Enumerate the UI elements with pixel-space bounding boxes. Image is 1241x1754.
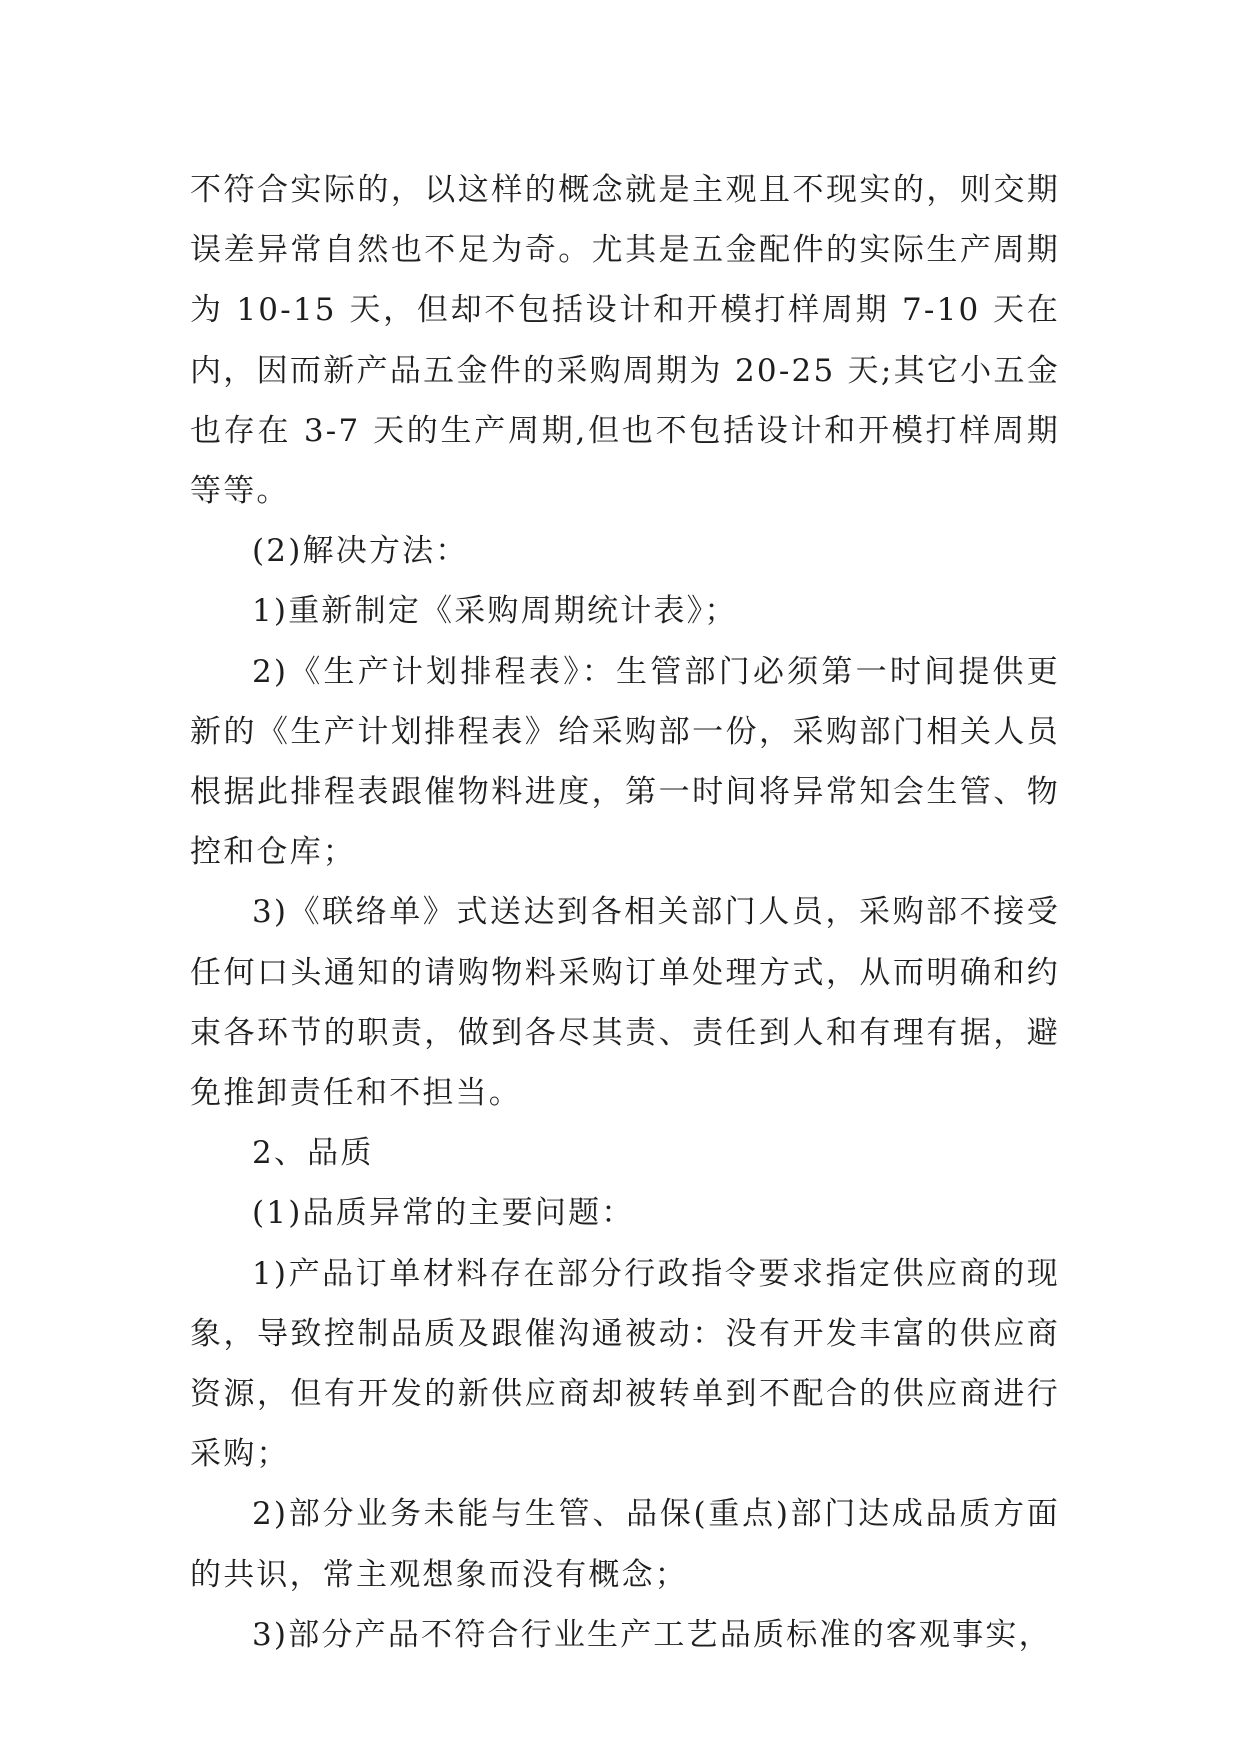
paragraph-solution-2: 2)《生产计划排程表》：生管部门必须第一时间提供更新的《生产计划排程表》给采购部一份，采购部门相关人员根据此排程表跟催物料进度，第一时间将异常知会生管、物控和仓库； <box>190 653 1060 871</box>
document-body <box>190 160 1060 1665</box>
paragraph-solution-1: 1)重新制定《采购周期统计表》； <box>252 593 738 630</box>
paragraph-quality-issue-2: 2)部分业务未能与生管、品保(重点)部门达成品质方面的共识，常主观想象而没有概念； <box>190 1496 1060 1593</box>
section-heading-quality: 2、品质 <box>252 1135 374 1172</box>
paragraph-quality-issues-heading: (1)品质异常的主要问题： <box>252 1195 635 1232</box>
paragraph-solution-3: 3)《联络单》式送达到各相关部门人员，采购部不接受任何口头通知的请购物料采购订单处理方式，从而明确和约束各环节的职责，做到各尽其责、责任到人和有理有据，避免推卸责任和不担当。 <box>190 894 1060 1112</box>
paragraph-continuation: 不符合实际的，以这样的概念就是主观且不现实的，则交期误差异常自然也不足为奇。尤其是五金配件的实际生产周期为 10-15 天，但却不包括设计和开模打样周期 7-10 天在内，因而新产品五金件的采购周期为 20-25 天;其它小五金也存在 3-7 天的生产周期,但也不包括设计和开模打样周期等等。 <box>190 172 1060 510</box>
paragraph-solution-heading: (2)解决方法： <box>252 533 469 570</box>
paragraph-quality-issue-3: 3)部分产品不符合行业生产工艺品质标准的客观事实， <box>252 1616 1052 1653</box>
paragraph-quality-issue-1: 1)产品订单材料存在部分行政指令要求指定供应商的现象，导致控制品质及跟催沟通被动：没有开发丰富的供应商资源，但有开发的新供应商却被转单到不配合的供应商进行采购； <box>190 1255 1060 1473</box>
